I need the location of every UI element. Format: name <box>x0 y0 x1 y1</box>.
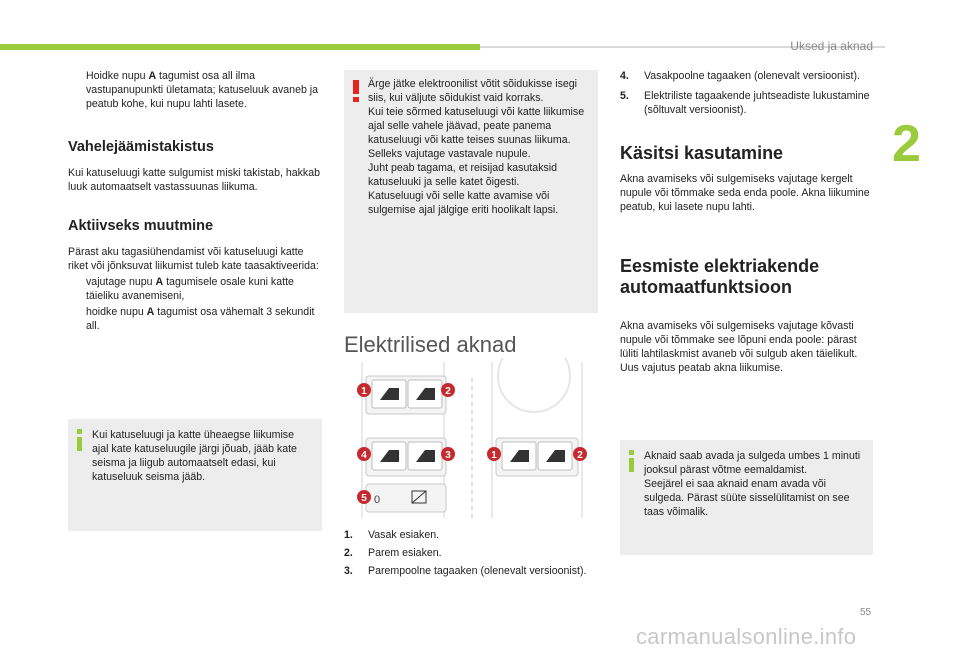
watermark: carmanualsonline.info <box>636 624 857 649</box>
list-item: 4. Vasakpoolne tagaaken (olenevalt versioonist). <box>620 70 860 82</box>
paragraph-auto: Akna avamiseks või sulgemiseks vajutage kõvasti nupule või tõmmake see lõpuni enda poole: pärast lüliti lahtilaskmist avaneb või sulgub aken täielikult. Uus vajutus peatab akna liikumise. <box>620 320 858 374</box>
heading-reinit: Aktiivseks muutmine <box>68 217 214 234</box>
svg-text:1: 1 <box>361 386 367 397</box>
header-accent-bar <box>0 44 480 50</box>
list-item: 1. Vasak esiaken. <box>344 529 440 541</box>
list-item: 3. Parempoolne tagaaken (olenevalt versioonist). <box>344 564 587 577</box>
paragraph-obstacle: Kui katuseluugi katte sulgumist miski takistab, hakkab luuk automaatselt vastassuunas liikuma. <box>68 167 321 193</box>
section-label: Uksed ja aknad <box>790 39 873 53</box>
bullet-item: Hoidke nupu A tagumist osa all ilma vastupanupunkti ületamata; katuseluuk avaneb ja peatub kohe, kui nupu lahti lasete. <box>68 70 324 112</box>
page-number: 55 <box>860 607 872 618</box>
info-icon <box>629 450 634 472</box>
svg-text:2: 2 <box>577 450 583 461</box>
heading-obstacle: Vahelejäämistakistus <box>68 138 214 155</box>
bullet-item: hoidke nupu A tagumist osa vähemalt 3 sekundit all. <box>68 306 324 334</box>
bullet-item: vajutage nupu A tagumisele osale kuni katte täieliku avanemiseni, <box>68 276 324 304</box>
info-box-sunroof: Kui katuseluugi ja katte üheaegse liikumise ajal kate katuseluugile järgi jõuab, jääb kate seisma ja liigub automaatselt edasi, kui katuseluuk seisma jääb. <box>68 419 322 531</box>
info-icon <box>77 429 82 451</box>
legend-list-a <box>344 529 598 583</box>
warning-icon <box>353 80 359 102</box>
section-title-electric-windows: Elektrilised aknad <box>344 332 517 357</box>
column-left <box>68 70 324 342</box>
bullet-marker-icon <box>68 276 86 304</box>
window-switch-diagram <box>344 358 598 520</box>
chapter-number: 2 <box>892 115 921 173</box>
paragraph-manual: Akna avamiseks või sulgemiseks vajutage kergelt nupule või tõmmake seda enda poole. Akna liikumine peatub, kui lasete nupu lahti. <box>620 173 870 213</box>
info-box-windows: Aknaid saab avada ja sulgeda umbes 1 minuti jooksul pärast võtme eemaldamist. Seejärel ei saa aknaid enam avada või sulgeda. Pärast süüte sisselülitamist on see taas võimalik. <box>620 440 873 555</box>
list-item: 2. Parem esiaken. <box>344 546 442 559</box>
svg-text:4: 4 <box>361 450 367 461</box>
svg-text:2: 2 <box>445 386 451 397</box>
svg-text:3: 3 <box>445 450 451 461</box>
legend-list-b <box>620 70 874 122</box>
bullet-marker-icon <box>68 306 86 334</box>
heading-auto: Eesmiste elektriakende automaatfunktsioon <box>620 256 820 297</box>
list-item: 5. Elektriliste tagaakende juhtseadiste lukustamine (sõltuvalt versioonist). <box>620 89 870 116</box>
svg-text:5: 5 <box>361 493 367 504</box>
heading-manual: Käsitsi kasutamine <box>620 143 784 163</box>
paragraph-reinit: Pärast aku tagasiühendamist või katuseluugi katte riket või jõnksuvat liikumist tuleb kate taasaktiveerida: <box>68 246 319 273</box>
svg-text:0: 0 <box>374 494 381 506</box>
warning-box: Ärge jätke elektroonilist võtit sõidukisse isegi siis, kui väljute sõidukist vaid korraks. Kui teie sõrmed katuseluugi või katte liikumise ajal selle vahele jäävad, peate panema katuseluugi või katte teises suunas liikuma. Selleks vajutage vastavale nupule. Juht peab tagama, et reisijad kasutaksid katuseluuki ja selle katet õigesti. Katuseluugi või selle katte avamise või sulgemise ajal jälgige eriti hoolikalt lapsi. <box>344 70 598 313</box>
bullet-marker-icon <box>68 70 86 112</box>
svg-text:1: 1 <box>491 450 497 461</box>
